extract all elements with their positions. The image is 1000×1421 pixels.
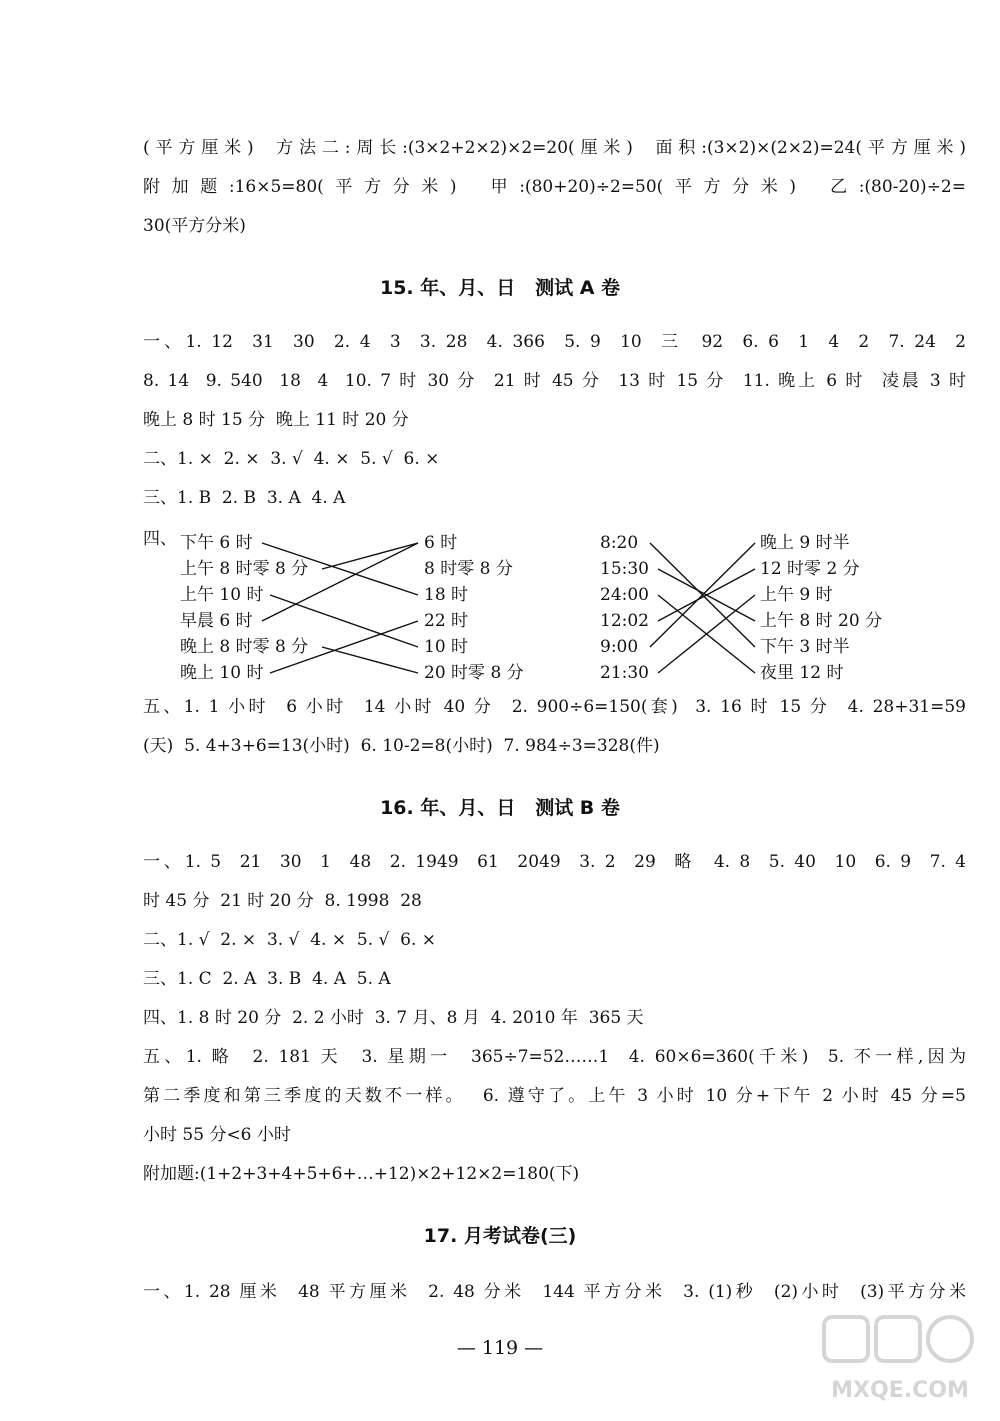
answer-line: 四、1. 8 时 20 分 2. 2 小时 3. 7 月、8 月 4. 2010 年 365 天 (143, 1008, 644, 1028)
match1-right-item: 20 时零 8 分 (424, 663, 524, 683)
answer-line: (天) 5. 4+3+6=13(小时) 6. 10-2=8(小时) 7. 984÷3=328(件) (143, 736, 660, 756)
match2-left-item: 9:00 (600, 637, 639, 657)
match2-right-item: 上午 8 时 20 分 (760, 611, 883, 631)
answer-line: 小时 55 分<6 小时 (143, 1125, 291, 1145)
match2-right-item: 上午 9 时 (760, 585, 833, 605)
match1-left-item: 上午 10 时 (180, 585, 264, 605)
answer-line: 第二季度和第三季度的天数不一样。 6. 遵守了。上午 3 小时 10 分+下午 2 小时 45 分=5 (143, 1086, 966, 1106)
text-line: 30(平方分米) (143, 216, 246, 236)
match2-right-item: 下午 3 时半 (760, 637, 850, 657)
match1-left-item: 晚上 10 时 (180, 663, 264, 683)
bonus-line: 附加题:(1+2+3+4+5+6+…+12)×2+12×2=180(下) (143, 1164, 580, 1184)
answer-line: 时 45 分 21 时 20 分 8. 1998 28 (143, 891, 422, 911)
section-title-15: 15. 年、月、日 测试 A 卷 (379, 277, 621, 299)
answer-line: 三、1. C 2. A 3. B 4. A 5. A (143, 969, 391, 989)
match2-right-item: 12 时零 2 分 (760, 559, 860, 579)
section-title-17: 17. 月考试卷(三) (423, 1225, 577, 1247)
match2-left-item: 24:00 (600, 585, 649, 605)
match1-right-item: 22 时 (424, 611, 469, 631)
answer-line: 五、1. 略 2. 181 天 3. 星期一 365÷7=52……1 4. 60×6=360(千米) 5. 不一样,因为 (143, 1047, 966, 1067)
answer-line: 三、1. B 2. B 3. A 4. A (143, 488, 346, 508)
match2-right-item: 夜里 12 时 (760, 663, 844, 683)
answer-line: 二、1. √ 2. × 3. √ 4. × 5. √ 6. × (143, 930, 437, 950)
page-number: — 119 — (456, 1337, 544, 1359)
match1-right-item: 10 时 (424, 637, 469, 657)
match2-left-item: 21:30 (600, 663, 649, 683)
answer-line: 晚上 8 时 15 分 晚上 11 时 20 分 (143, 410, 409, 430)
answer-line: 一、1. 28 厘米 48 平方厘米 2. 48 分米 144 平方分米 3. (1)秒 (2)小时 (3)平方分米 (143, 1282, 966, 1302)
section-title-16: 16. 年、月、日 测试 B 卷 (380, 797, 620, 819)
answer-line: 8. 14 9. 540 18 4 10. 7 时 30 分 21 时 45 分 13 时 15 分 11. 晚上 6 时 凌晨 3 时 (143, 371, 966, 391)
match1-left-item: 上午 8 时零 8 分 (180, 559, 309, 579)
match1-left-item: 晚上 8 时零 8 分 (180, 637, 309, 657)
answer-label: 四、 (143, 529, 177, 549)
answer-line: 二、1. × 2. × 3. √ 4. × 5. √ 6. × (143, 449, 440, 469)
match-line (322, 543, 418, 569)
svg-text:MXQE.COM: MXQE.COM (831, 1378, 969, 1403)
match-line (262, 543, 418, 621)
match2-left-item: 15:30 (600, 559, 649, 579)
match-line (322, 647, 418, 673)
text-line: (平方厘米) 方法二:周长:(3×2+2×2)×2=20(厘米) 面积:(3×2)×(2×2)=24(平方厘米) (143, 138, 966, 158)
match2-left-item: 8:20 (600, 533, 639, 553)
answer-line: 一、1. 12 31 30 2. 4 3 3. 28 4. 366 5. 9 10 三 92 6. 6 1 4 2 7. 24 2 (143, 332, 966, 352)
match2-right-item: 晚上 9 时半 (760, 533, 850, 553)
text-line: 附加题:16×5=80(平方分米) 甲:(80+20)÷2=50(平方分米) 乙:(80-20)÷2= (143, 177, 966, 197)
match1-left-item: 下午 6 时 (180, 533, 253, 553)
match1-right-item: 6 时 (424, 533, 458, 553)
answer-line: 五、1. 1 小时 6 小时 14 小时 40 分 2. 900÷6=150(套) 3. 16 时 15 分 4. 28+31=59 (143, 697, 966, 717)
match1-right-item: 18 时 (424, 585, 469, 605)
answer-line: 一、1. 5 21 30 1 48 2. 1949 61 2049 3. 2 29 略 4. 8 5. 40 10 6. 9 7. 4 (143, 852, 966, 872)
watermark-logo (820, 1309, 980, 1409)
match2-left-item: 12:02 (600, 611, 649, 631)
match1-left-item: 早晨 6 时 (180, 611, 253, 631)
match1-right-item: 8 时零 8 分 (424, 559, 513, 579)
